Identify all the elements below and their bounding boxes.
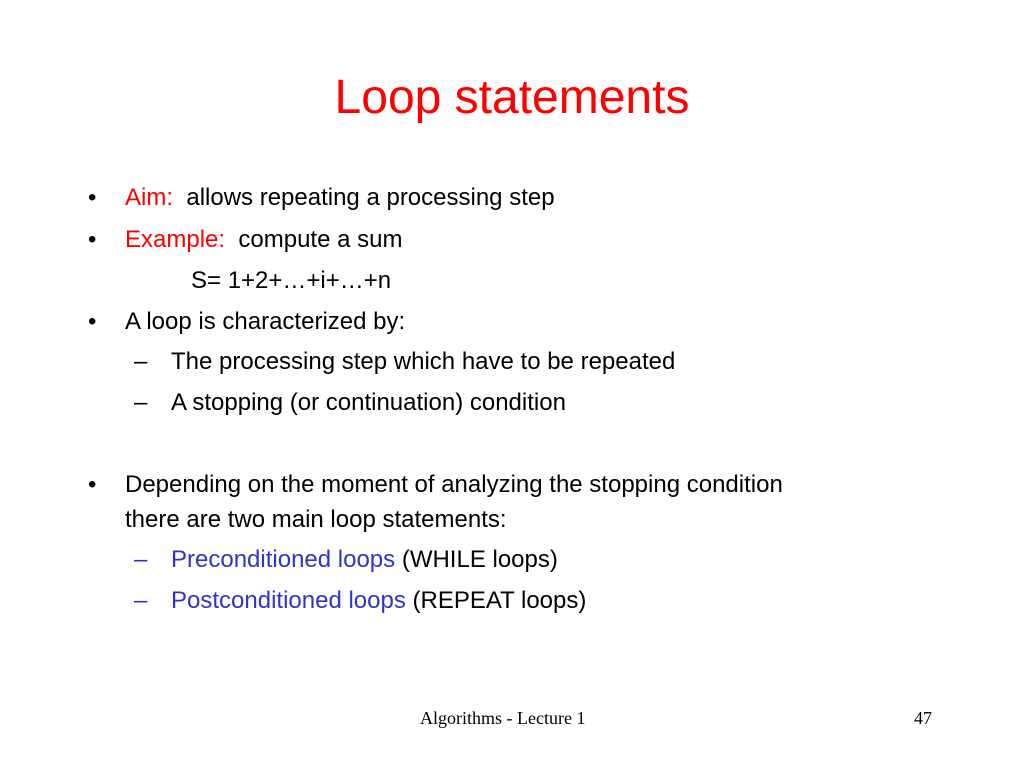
preconditioned-label: Preconditioned loops [171,546,396,573]
postconditioned-label: Postconditioned loops [171,587,406,614]
bullet-icon: • [88,226,97,253]
example-text: compute a sum [238,226,403,253]
dash-icon: – [134,546,148,573]
aim-text: allows repeating a processing step [186,184,555,211]
dash-icon: – [134,587,148,614]
dash-icon: – [134,389,148,416]
sub-item-text: The processing step which have to be repeated [171,348,676,375]
example-label: Example: [125,226,226,253]
footer-lecture: Algorithms - Lecture 1 [420,708,586,728]
preconditioned-rest: (WHILE loops) [401,546,558,573]
slide-title: Loop statements [334,71,690,124]
sum-formula: S= 1+2+…+i+…+n [191,267,392,294]
postconditioned-rest: (REPEAT loops) [412,587,587,614]
bullet-icon: • [88,308,97,335]
aim-label: Aim: [125,184,173,211]
loop-text: A loop is characterized by: [125,308,406,335]
depending-line-1: Depending on the moment of analyzing the stopping condition [125,471,783,498]
page-number: 47 [914,708,932,728]
sub-item-text: A stopping (or continuation) condition [171,389,566,416]
depending-line-2: there are two main loop statements: [125,506,507,533]
dash-icon: – [134,348,148,375]
bullet-icon: • [88,471,97,498]
bullet-icon: • [88,184,97,211]
